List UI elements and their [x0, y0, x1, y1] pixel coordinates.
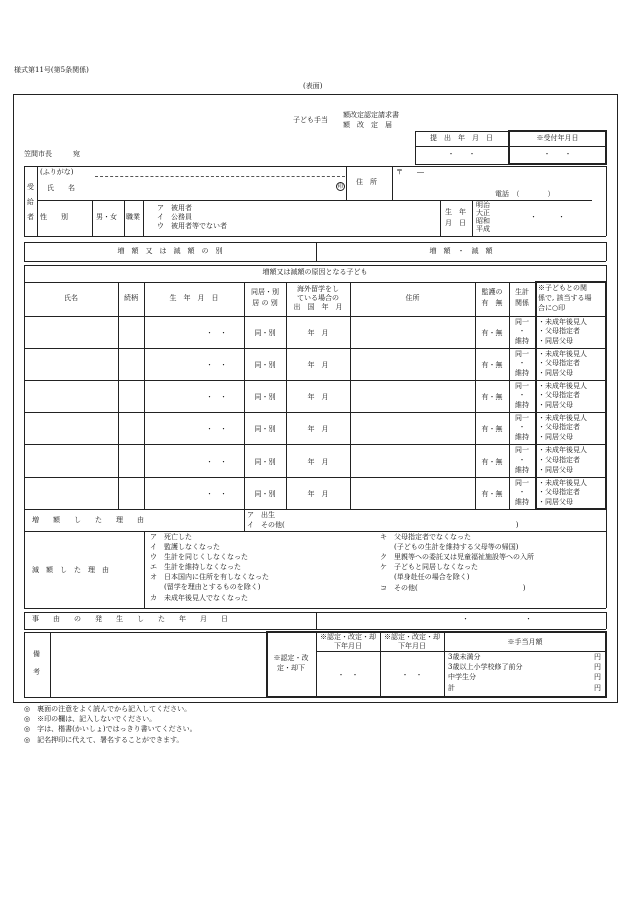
remarks-label-1: 備: [33, 650, 40, 658]
form-id: 様式第11号(第5条関係): [14, 66, 89, 74]
child-name-field[interactable]: [26, 350, 116, 378]
address-field[interactable]: [396, 176, 592, 192]
child-livelihood-3[interactable]: 維持: [515, 369, 529, 377]
allowance-row-3-unit: 円: [594, 673, 601, 681]
child-guardian-1[interactable]: ・未成年後見人: [538, 382, 587, 390]
decrease-reason-h[interactable]: ク 里親等への委託又は児童福祉施設等への入所: [380, 553, 534, 561]
child-custody[interactable]: 有・無: [481, 458, 503, 466]
th-relation: 続柄: [124, 294, 138, 302]
child-custody[interactable]: 有・無: [481, 490, 503, 498]
occupation-label: 職業: [126, 213, 140, 221]
th-name: 氏名: [64, 294, 78, 302]
child-relation-field[interactable]: [120, 350, 142, 378]
child-abroad[interactable]: 年 月: [307, 425, 329, 433]
remarks-field[interactable]: [54, 636, 262, 694]
child-cohabit[interactable]: 同・別: [254, 361, 276, 369]
address-label: 住 所: [356, 178, 377, 186]
th-address: 住所: [405, 294, 420, 302]
child-relation-field[interactable]: [120, 446, 142, 475]
allowance-row-1-label: 3歳未満分: [448, 653, 481, 661]
name-label: 氏 名: [47, 184, 75, 192]
child-guardian-3[interactable]: ・同居父母: [538, 466, 573, 474]
decision-label-1: ※認定・改: [273, 654, 309, 662]
child-birth-field[interactable]: ・ ・: [206, 490, 227, 498]
child-cohabit[interactable]: 同・別: [254, 329, 276, 337]
note-3: ◎ 字は、楷書(かいしょ)ではっきり書いてください。: [24, 725, 197, 733]
child-address-field[interactable]: [352, 318, 473, 346]
child-guardian-2[interactable]: ・父母指定者: [538, 423, 580, 431]
increase-reason-a[interactable]: ア 出生: [247, 511, 275, 519]
decrease-reason-i-note: (単身赴任の場合を除く): [380, 573, 470, 581]
increase-decrease-label: 増 額 又 は 減 額 の 別: [117, 247, 223, 255]
child-address-field[interactable]: [352, 350, 473, 378]
decision-col2-header-2: 下年月日: [398, 642, 426, 650]
allowance-row-1-unit: 円: [594, 653, 601, 661]
th-guardian-3: 合に○印: [538, 304, 566, 312]
allowance-row-2-label: 3歳以上小学校修了前分: [448, 663, 523, 671]
child-cohabit[interactable]: 同・別: [254, 425, 276, 433]
th-abroad-2: ている場合の: [297, 294, 339, 302]
allowance-header: ※手当月額: [507, 638, 543, 646]
th-cohabit-1: 同居・別: [251, 288, 279, 296]
child-livelihood-3[interactable]: 維持: [515, 498, 529, 506]
child-livelihood-2: ・: [518, 423, 526, 431]
era-taisho[interactable]: 大正: [476, 209, 490, 217]
th-guardian-1: ※子どもとの関: [538, 284, 587, 292]
recipient: 笠間市長 宛: [24, 150, 80, 158]
furigana-field[interactable]: [96, 167, 336, 176]
decision-label-2: 定・却下: [277, 664, 305, 672]
child-custody[interactable]: 有・無: [481, 361, 503, 369]
child-relation-field[interactable]: [120, 382, 142, 410]
event-date-label: 事 由 の 発 生 し た 年 月 日: [32, 615, 228, 623]
child-name-field[interactable]: [26, 446, 116, 475]
child-guardian-3[interactable]: ・同居父母: [538, 433, 573, 441]
birth-date-field[interactable]: ・ ・: [530, 213, 565, 221]
child-birth-field[interactable]: ・ ・: [206, 361, 227, 369]
birth-label-1: 生 年: [445, 208, 466, 216]
child-livelihood-1[interactable]: 同一: [515, 350, 529, 358]
increase-reason-label: 増 額 し た 理 由: [32, 516, 144, 524]
child-cohabit[interactable]: 同・別: [254, 393, 276, 401]
title-prefix: 子ども手当: [293, 116, 328, 124]
child-relation-field[interactable]: [120, 414, 142, 442]
child-livelihood-1[interactable]: 同一: [515, 414, 529, 422]
allowance-row-2-unit: 円: [594, 663, 601, 671]
child-relation-field[interactable]: [120, 318, 142, 346]
children-header: 増額又は減額の原因となる子ども: [262, 268, 368, 276]
child-livelihood-2: ・: [518, 327, 526, 335]
child-livelihood-1[interactable]: 同一: [515, 382, 529, 390]
child-guardian-1[interactable]: ・未成年後見人: [538, 479, 587, 487]
child-guardian-2[interactable]: ・父母指定者: [538, 456, 580, 464]
side-label: (表面): [303, 82, 323, 90]
allowance-row-4-label: 計: [448, 684, 455, 692]
child-birth-field[interactable]: ・ ・: [206, 425, 227, 433]
decrease-reason-a[interactable]: ア 死亡した: [150, 533, 192, 541]
child-livelihood-2: ・: [518, 488, 526, 496]
decision-col1-header-2: 下年月日: [334, 642, 362, 650]
child-name-field[interactable]: [26, 414, 116, 442]
birth-label-2: 月 日: [445, 219, 466, 227]
title-line1: 額改定認定請求書: [343, 111, 399, 119]
th-abroad-3: 出 国 年 月: [293, 303, 343, 311]
child-address-field[interactable]: [352, 479, 473, 507]
child-relation-field[interactable]: [120, 479, 142, 507]
note-2: ◎ ※印の欄は、記入しないでください。: [24, 715, 157, 723]
th-abroad-1: 海外留学をし: [297, 285, 339, 293]
child-birth-field[interactable]: ・ ・: [206, 393, 227, 401]
child-cohabit[interactable]: 同・別: [254, 490, 276, 498]
postal-code[interactable]: 〒 ―: [396, 168, 424, 176]
child-livelihood-2: ・: [518, 391, 526, 399]
phone-field[interactable]: 電話 （ ）: [495, 190, 555, 198]
child-livelihood-1[interactable]: 同一: [515, 318, 529, 326]
child-guardian-1[interactable]: ・未成年後見人: [538, 350, 587, 358]
child-birth-field[interactable]: ・ ・: [206, 458, 227, 466]
child-address-field[interactable]: [352, 446, 473, 475]
th-custody-1: 監護の: [481, 288, 503, 296]
child-guardian-3[interactable]: ・同居父母: [538, 337, 573, 345]
note-1: ◎ 裏面の注意をよく読んでから記入してください。: [24, 705, 192, 713]
era-meiji[interactable]: 明治: [476, 201, 490, 209]
decrease-reason-b[interactable]: イ 監護しなくなった: [150, 543, 220, 551]
child-name-field[interactable]: [26, 479, 116, 507]
era-showa[interactable]: 昭和: [476, 217, 490, 225]
child-guardian-2[interactable]: ・父母指定者: [538, 359, 580, 367]
name-field[interactable]: [96, 179, 332, 197]
decrease-reason-e-note: (留学を理由とするものを除く): [150, 583, 261, 591]
decrease-reason-d[interactable]: エ 生計を維持しなくなった: [150, 563, 241, 571]
decision-col1-header-1: ※認定・改定・却: [320, 633, 376, 641]
child-livelihood-1[interactable]: 同一: [515, 446, 529, 454]
child-livelihood-3[interactable]: 維持: [515, 466, 529, 474]
child-guardian-1[interactable]: ・未成年後見人: [538, 414, 587, 422]
decrease-reason-c[interactable]: ウ 生計を同じくしなくなった: [150, 553, 248, 561]
th-guardian-2: 係で, 該当する場: [538, 294, 592, 302]
child-custody[interactable]: 有・無: [481, 329, 503, 337]
event-date-field[interactable]: ・ ・: [462, 615, 532, 623]
child-guardian-2[interactable]: ・父母指定者: [538, 391, 580, 399]
child-guardian-2[interactable]: ・父母指定者: [538, 488, 580, 496]
title-line2: 額 改 定 届: [343, 121, 392, 129]
receipt-date-field: ・ ・: [543, 150, 572, 158]
submission-date-label: 提 出 年 月 日: [430, 134, 493, 142]
furigana-label: (ふりがな): [40, 168, 74, 176]
decrease-reason-i[interactable]: ケ 子どもと同居しなくなった: [380, 563, 478, 571]
applicant-side-1: 受: [27, 183, 34, 191]
decrease-reason-f[interactable]: カ 未成年後見人でなくなった: [150, 594, 248, 602]
increase-decrease-options[interactable]: 増 額 ・ 減 額: [429, 247, 493, 255]
increase-reason-b[interactable]: イ その他( ): [247, 521, 519, 529]
applicant-side-2: 給: [27, 198, 34, 206]
child-name-field[interactable]: [26, 382, 116, 410]
gender-options[interactable]: 男・女: [96, 213, 117, 221]
child-cohabit[interactable]: 同・別: [254, 458, 276, 466]
occupation-option-c[interactable]: ウ 被用者等でない者: [157, 222, 227, 230]
child-abroad[interactable]: 年 月: [307, 329, 329, 337]
child-guardian-2[interactable]: ・父母指定者: [538, 327, 580, 335]
decrease-reason-g-note: (子どもの生計を維持する父母等の帰国): [380, 543, 519, 551]
child-guardian-1[interactable]: ・未成年後見人: [538, 446, 587, 454]
child-name-field[interactable]: [26, 318, 116, 346]
th-custody-2: 有 無: [481, 299, 503, 307]
applicant-side-3: 者: [27, 213, 34, 221]
th-livelihood-2: 関係: [515, 299, 529, 307]
child-abroad[interactable]: 年 月: [307, 490, 329, 498]
child-abroad[interactable]: 年 月: [307, 361, 329, 369]
child-livelihood-3[interactable]: 維持: [515, 401, 529, 409]
child-custody[interactable]: 有・無: [481, 425, 503, 433]
era-heisei[interactable]: 平成: [476, 225, 490, 233]
allowance-row-4-unit: 円: [594, 684, 601, 692]
child-livelihood-1[interactable]: 同一: [515, 479, 529, 487]
submission-date-field[interactable]: ・ ・: [447, 150, 476, 158]
decrease-reason-g[interactable]: キ 父母指定者でなくなった: [380, 533, 471, 541]
decision-col2-date: ・ ・: [401, 671, 423, 679]
occupation-option-a[interactable]: ア 被用者: [157, 204, 192, 212]
note-4: ◎ 記名押印に代えて、署名することができます。: [24, 736, 184, 744]
occupation-option-b[interactable]: イ 公務員: [157, 213, 192, 221]
decrease-reason-label: 減 額 し た 理 由: [32, 566, 109, 574]
remarks-label-2: 考: [33, 668, 40, 676]
child-abroad[interactable]: 年 月: [307, 458, 329, 466]
child-livelihood-3[interactable]: 維持: [515, 433, 529, 441]
seal-icon: 印: [337, 183, 344, 190]
gender-label: 性 別: [40, 213, 68, 221]
child-custody[interactable]: 有・無: [481, 393, 503, 401]
child-livelihood-3[interactable]: 維持: [515, 337, 529, 345]
receipt-label: ※受付年月日: [536, 134, 579, 142]
decrease-reason-e[interactable]: オ 日本国内に住所を有しなくなった: [150, 573, 269, 581]
child-guardian-3[interactable]: ・同居父母: [538, 401, 573, 409]
child-address-field[interactable]: [352, 414, 473, 442]
th-birth: 生 年 月 日: [169, 294, 219, 302]
decision-col2-header-1: ※認定・改定・却: [384, 633, 440, 641]
th-cohabit-2: 居 の 別: [252, 299, 278, 307]
decrease-reason-j[interactable]: コ その他( ): [380, 584, 526, 592]
child-guardian-3[interactable]: ・同居父母: [538, 369, 573, 377]
decision-col1-date: ・ ・: [337, 671, 359, 679]
child-livelihood-2: ・: [518, 456, 526, 464]
child-address-field[interactable]: [352, 382, 473, 410]
child-guardian-3[interactable]: ・同居父母: [538, 498, 573, 506]
child-livelihood-2: ・: [518, 359, 526, 367]
child-birth-field[interactable]: ・ ・: [206, 329, 227, 337]
child-guardian-1[interactable]: ・未成年後見人: [538, 318, 587, 326]
allowance-row-3-label: 中学生分: [448, 673, 476, 681]
child-abroad[interactable]: 年 月: [307, 393, 329, 401]
th-livelihood-1: 生計: [515, 288, 529, 296]
